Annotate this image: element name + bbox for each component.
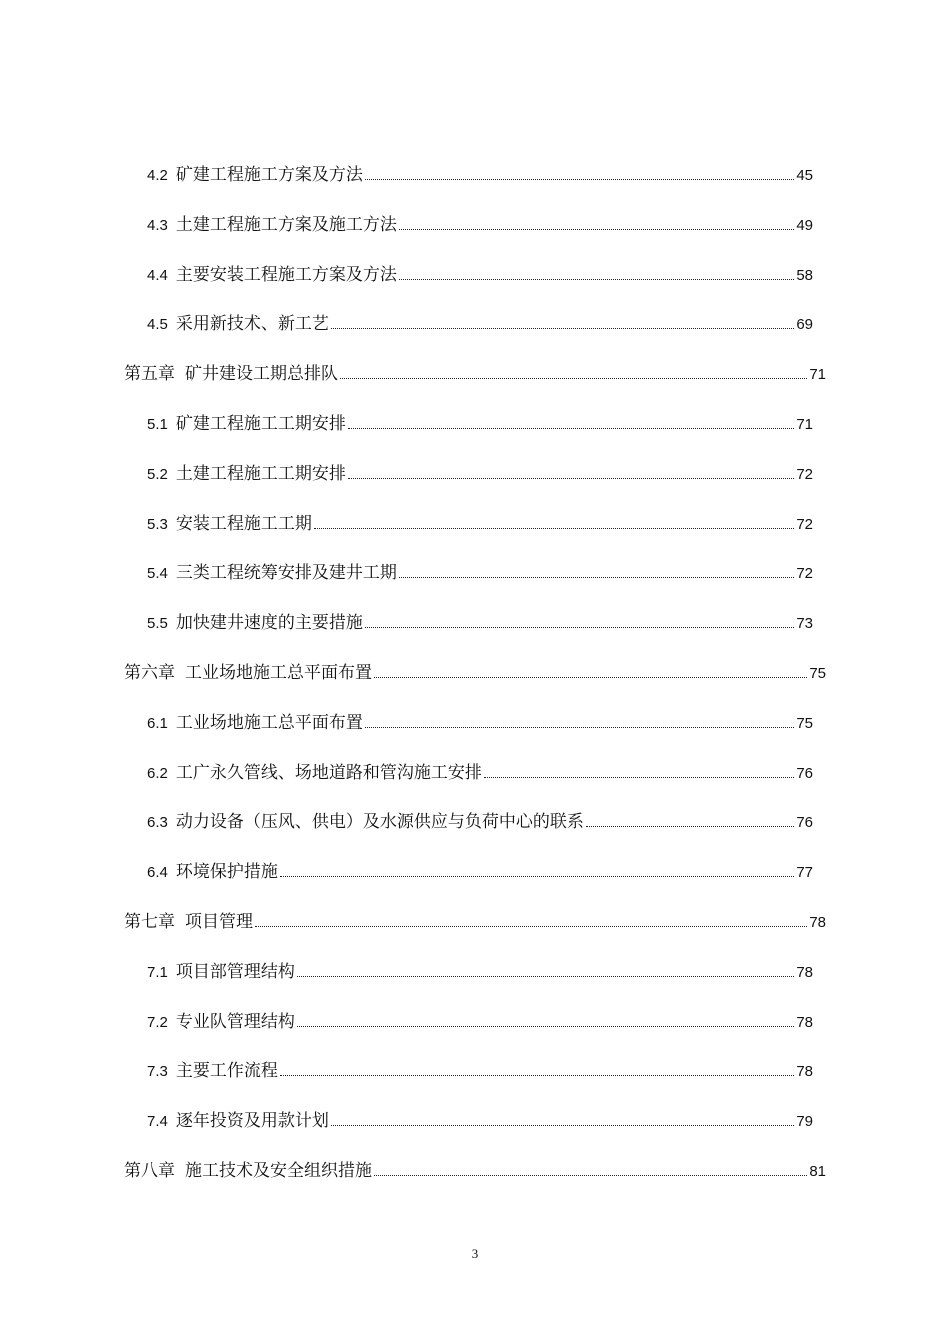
toc-entry-title: 专业队管理结构	[175, 1011, 295, 1032]
toc-entry-number: 6.1	[147, 714, 168, 732]
toc-entry-page: 78	[809, 914, 826, 931]
toc-entry-title: 主要安装工程施工方案及方法	[175, 264, 397, 285]
toc-entry-page: 71	[796, 416, 813, 433]
toc-entry-page: 79	[796, 1113, 813, 1131]
toc-entry-page: 71	[809, 366, 826, 384]
toc-section-entry[interactable]	[147, 1056, 813, 1082]
toc-entry-page: 78	[796, 963, 813, 981]
toc-entry-number: 第六章	[124, 663, 175, 683]
toc-entry-number: 5.4	[147, 565, 168, 583]
toc-section-entry[interactable]	[147, 708, 813, 734]
dot-leader	[331, 1125, 794, 1126]
toc-entry-page: 72	[796, 565, 813, 583]
toc-entry-number: 5.5	[147, 615, 168, 633]
toc-entry-title: 采用新技术、新工艺	[175, 314, 329, 335]
dot-leader	[374, 677, 807, 678]
dot-leader	[586, 826, 794, 827]
toc-entry-number: 第八章	[124, 1161, 175, 1181]
toc-entry-page: 58	[796, 266, 813, 284]
toc-entry-number: 7.3	[147, 1063, 168, 1081]
toc-section-entry[interactable]	[147, 509, 813, 535]
dot-leader	[297, 1026, 794, 1027]
toc-entry-title: 动力设备（压风、供电）及水源供应与负荷中心的联系	[175, 812, 584, 833]
toc-entry-page: 75	[809, 665, 826, 682]
dot-leader	[348, 428, 794, 429]
toc-entry-page: 81	[809, 1163, 826, 1180]
toc-section-entry[interactable]	[147, 309, 813, 335]
dot-leader	[399, 229, 794, 230]
toc-entry-number: 7.1	[147, 963, 168, 981]
toc-entry-number: 5.2	[147, 465, 168, 483]
toc-entry-page: 76	[796, 764, 813, 782]
toc-entry-page: 72	[796, 465, 813, 483]
toc-entry-title: 土建工程施工工期安排	[175, 463, 346, 484]
toc-entry-title: 工广永久管线、场地道路和管沟施工安排	[175, 762, 482, 783]
toc-entry-title: 施工技术及安全组织措施	[185, 1161, 372, 1181]
toc-entry-number: 4.2	[147, 167, 168, 184]
toc-entry-title: 工业场地施工总平面布置	[185, 663, 372, 683]
toc-entry-title: 加快建井速度的主要措施	[175, 613, 363, 634]
toc-entry-number: 第七章	[124, 912, 175, 932]
toc-section-entry[interactable]	[147, 1106, 813, 1132]
toc-entry-title: 矿建工程施工工期安排	[175, 414, 346, 434]
toc-entry-page: 77	[796, 864, 813, 882]
toc-entry-page: 49	[796, 216, 813, 234]
toc-entry-number: 第五章	[124, 364, 175, 385]
dot-leader	[365, 627, 794, 628]
toc-section-entry[interactable]	[147, 210, 813, 236]
dot-leader	[365, 179, 794, 180]
toc-entry-page: 69	[796, 316, 813, 334]
dot-leader	[348, 478, 794, 479]
toc-section-entry[interactable]	[147, 758, 813, 784]
toc-entry-page: 78	[796, 1063, 813, 1081]
toc-entry-page: 75	[796, 714, 813, 732]
toc-entry-title: 矿井建设工期总排队	[185, 364, 338, 385]
toc-entry-title: 土建工程施工方案及施工方法	[175, 214, 397, 235]
toc-section-entry[interactable]	[147, 260, 813, 286]
toc-entry-page: 72	[796, 515, 813, 533]
dot-leader	[255, 926, 807, 927]
page-number: 3	[471, 1246, 479, 1261]
toc-entry-page: 45	[796, 167, 813, 184]
toc-entry-title: 工业场地施工总平面布置	[175, 712, 363, 733]
toc-entry-page: 73	[796, 615, 813, 633]
dot-leader	[365, 727, 794, 728]
toc-section-entry[interactable]	[147, 807, 813, 833]
dot-leader	[314, 528, 794, 529]
toc-section-entry[interactable]	[147, 558, 813, 584]
toc-entry-number: 4.5	[147, 316, 168, 334]
toc-section-entry[interactable]	[147, 857, 813, 883]
dot-leader	[280, 876, 794, 877]
toc-entry-title: 逐年投资及用款计划	[175, 1111, 329, 1132]
toc-chapter-entry[interactable]	[124, 658, 826, 684]
toc-entry-number: 6.2	[147, 764, 168, 782]
toc-section-entry[interactable]	[147, 160, 813, 186]
toc-entry-title: 项目部管理结构	[175, 961, 295, 982]
toc-entry-title: 环境保护措施	[175, 862, 278, 883]
dot-leader	[331, 328, 794, 329]
toc-chapter-entry[interactable]	[124, 1156, 826, 1182]
toc-chapter-entry[interactable]	[124, 359, 826, 385]
dot-leader	[340, 378, 807, 379]
toc-entry-number: 6.4	[147, 864, 168, 882]
toc-entry-title: 矿建工程施工方案及方法	[175, 165, 363, 185]
toc-section-entry[interactable]	[147, 459, 813, 485]
toc-entry-number: 5.1	[147, 416, 168, 433]
toc-entry-title: 项目管理	[185, 912, 253, 932]
toc-entry-title: 三类工程统筹安排及建井工期	[175, 563, 397, 584]
toc-entry-number: 4.3	[147, 216, 168, 234]
dot-leader	[399, 577, 794, 578]
toc-entry-number: 7.2	[147, 1013, 168, 1031]
toc-entry-title: 安装工程施工工期	[175, 513, 312, 534]
toc-chapter-entry[interactable]	[124, 907, 826, 933]
toc-entry-number: 5.3	[147, 515, 168, 533]
dot-leader	[399, 279, 794, 280]
dot-leader	[297, 976, 794, 977]
toc-section-entry[interactable]	[147, 409, 813, 435]
toc-entry-page: 76	[796, 814, 813, 832]
toc-entry-number: 7.4	[147, 1113, 168, 1131]
toc-entry-title: 主要工作流程	[175, 1061, 278, 1082]
dot-leader	[374, 1175, 807, 1176]
toc-entry-number: 4.4	[147, 266, 168, 284]
toc-section-entry[interactable]	[147, 1007, 813, 1033]
toc-entry-page: 78	[796, 1013, 813, 1031]
dot-leader	[484, 777, 794, 778]
toc-entry-number: 6.3	[147, 814, 168, 832]
toc-section-entry[interactable]	[147, 608, 813, 634]
toc-section-entry[interactable]	[147, 957, 813, 983]
dot-leader	[280, 1075, 794, 1076]
